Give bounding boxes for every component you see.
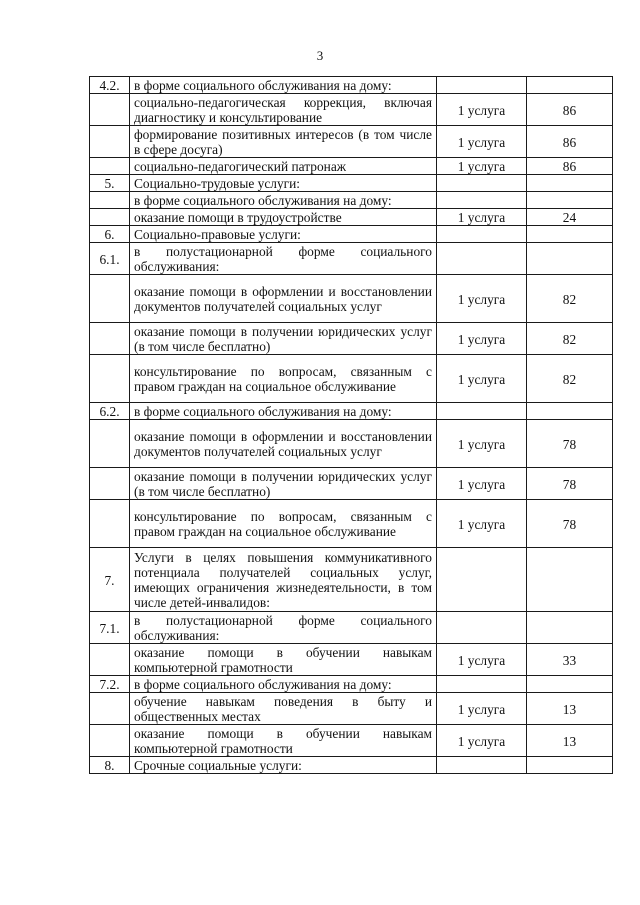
row-number: 7.2. (90, 676, 130, 693)
price-cell: 13 (527, 693, 613, 725)
row-number (90, 644, 130, 676)
price-cell (527, 676, 613, 693)
price-cell (527, 757, 613, 774)
table-row (90, 243, 613, 275)
table-row (90, 226, 613, 243)
row-number (90, 323, 130, 355)
row-number (90, 275, 130, 323)
table-row (90, 126, 613, 158)
service-name: обучение навыкам поведения в быту и общественных местах (130, 693, 437, 725)
table-row (90, 548, 613, 612)
row-number: 4.2. (90, 77, 130, 94)
unit-cell: 1 услуга (437, 693, 527, 725)
table-row (90, 323, 613, 355)
service-name: консультирование по вопросам, связанным с правом граждан на социальное обслуживание (130, 355, 437, 403)
table-row (90, 612, 613, 644)
table-row (90, 500, 613, 548)
row-number: 6. (90, 226, 130, 243)
unit-cell: 1 услуга (437, 323, 527, 355)
unit-cell: 1 услуга (437, 355, 527, 403)
service-name: оказание помощи в оформлении и восстановлении документов получателей социальных услуг (130, 275, 437, 323)
price-cell (527, 175, 613, 192)
price-cell: 86 (527, 126, 613, 158)
price-cell: 82 (527, 355, 613, 403)
price-cell (527, 192, 613, 209)
service-name: социально-педагогический патронаж (130, 158, 437, 175)
row-number (90, 725, 130, 757)
row-number: 7.1. (90, 612, 130, 644)
service-name: в форме социального обслуживания на дому: (130, 676, 437, 693)
row-number (90, 209, 130, 226)
service-name: оказание помощи в получении юридических услуг (в том числе бесплатно) (130, 468, 437, 500)
table-row (90, 468, 613, 500)
price-cell: 33 (527, 644, 613, 676)
unit-cell: 1 услуга (437, 500, 527, 548)
price-cell: 82 (527, 275, 613, 323)
service-name: консультирование по вопросам, связанным с правом граждан на социальное обслуживание (130, 500, 437, 548)
table-row (90, 77, 613, 94)
service-name: формирование позитивных интересов (в том числе в сфере досуга) (130, 126, 437, 158)
page-number: 3 (316, 48, 324, 63)
unit-cell (437, 757, 527, 774)
unit-cell (437, 192, 527, 209)
service-name: Услуги в целях повышения коммуникативного потенциала получателей социальных услуг, имеющих ограничения жизнедеятельности, в том числе детей-инвалидов: (130, 548, 437, 612)
row-number: 7. (90, 548, 130, 612)
price-cell: 86 (527, 158, 613, 175)
row-number (90, 192, 130, 209)
row-number (90, 94, 130, 126)
price-cell (527, 226, 613, 243)
table-row (90, 158, 613, 175)
table-row (90, 644, 613, 676)
price-cell (527, 243, 613, 275)
row-number (90, 468, 130, 500)
table-row (90, 403, 613, 420)
row-number (90, 355, 130, 403)
row-number (90, 158, 130, 175)
table-row (90, 693, 613, 725)
table-row (90, 192, 613, 209)
unit-cell (437, 77, 527, 94)
row-number: 6.2. (90, 403, 130, 420)
price-cell (527, 77, 613, 94)
price-cell (527, 548, 613, 612)
unit-cell: 1 услуга (437, 209, 527, 226)
unit-cell: 1 услуга (437, 275, 527, 323)
unit-cell (437, 403, 527, 420)
service-name: оказание помощи в трудоустройстве (130, 209, 437, 226)
table-row (90, 209, 613, 226)
row-number (90, 500, 130, 548)
unit-cell: 1 услуга (437, 420, 527, 468)
service-name: оказание помощи в обучении навыкам компьютерной грамотности (130, 725, 437, 757)
service-name: Социально-трудовые услуги: (130, 175, 437, 192)
unit-cell (437, 548, 527, 612)
unit-cell: 1 услуга (437, 468, 527, 500)
table-row (90, 757, 613, 774)
service-name: в форме социального обслуживания на дому: (130, 403, 437, 420)
price-cell: 78 (527, 420, 613, 468)
row-number (90, 420, 130, 468)
unit-cell (437, 243, 527, 275)
unit-cell (437, 612, 527, 644)
price-cell: 24 (527, 209, 613, 226)
service-name: Социально-правовые услуги: (130, 226, 437, 243)
price-cell: 78 (527, 468, 613, 500)
table-row (90, 725, 613, 757)
table-row (90, 94, 613, 126)
price-cell (527, 612, 613, 644)
table-row (90, 420, 613, 468)
service-name: оказание помощи в оформлении и восстановлении документов получателей социальных услуг (130, 420, 437, 468)
service-name: социально-педагогическая коррекция, включая диагностику и консультирование (130, 94, 437, 126)
price-cell: 13 (527, 725, 613, 757)
unit-cell: 1 услуга (437, 725, 527, 757)
unit-cell (437, 175, 527, 192)
row-number: 5. (90, 175, 130, 192)
service-name: Срочные социальные услуги: (130, 757, 437, 774)
unit-cell: 1 услуга (437, 644, 527, 676)
unit-cell: 1 услуга (437, 126, 527, 158)
service-name: оказание помощи в обучении навыкам компьютерной грамотности (130, 644, 437, 676)
unit-cell: 1 услуга (437, 94, 527, 126)
price-cell: 86 (527, 94, 613, 126)
row-number (90, 126, 130, 158)
table-row (90, 676, 613, 693)
row-number (90, 693, 130, 725)
table-row (90, 275, 613, 323)
service-name: в форме социального обслуживания на дому: (130, 77, 437, 94)
table-row (90, 175, 613, 192)
row-number: 8. (90, 757, 130, 774)
unit-cell (437, 676, 527, 693)
table-row (90, 355, 613, 403)
service-name: в форме социального обслуживания на дому: (130, 192, 437, 209)
price-cell (527, 403, 613, 420)
row-number: 6.1. (90, 243, 130, 275)
services-table (89, 76, 613, 774)
unit-cell: 1 услуга (437, 158, 527, 175)
service-name: оказание помощи в получении юридических услуг (в том числе бесплатно) (130, 323, 437, 355)
price-cell: 82 (527, 323, 613, 355)
unit-cell (437, 226, 527, 243)
service-name: в полустационарной форме социального обслуживания: (130, 243, 437, 275)
price-cell: 78 (527, 500, 613, 548)
service-name: в полустационарной форме социального обслуживания: (130, 612, 437, 644)
